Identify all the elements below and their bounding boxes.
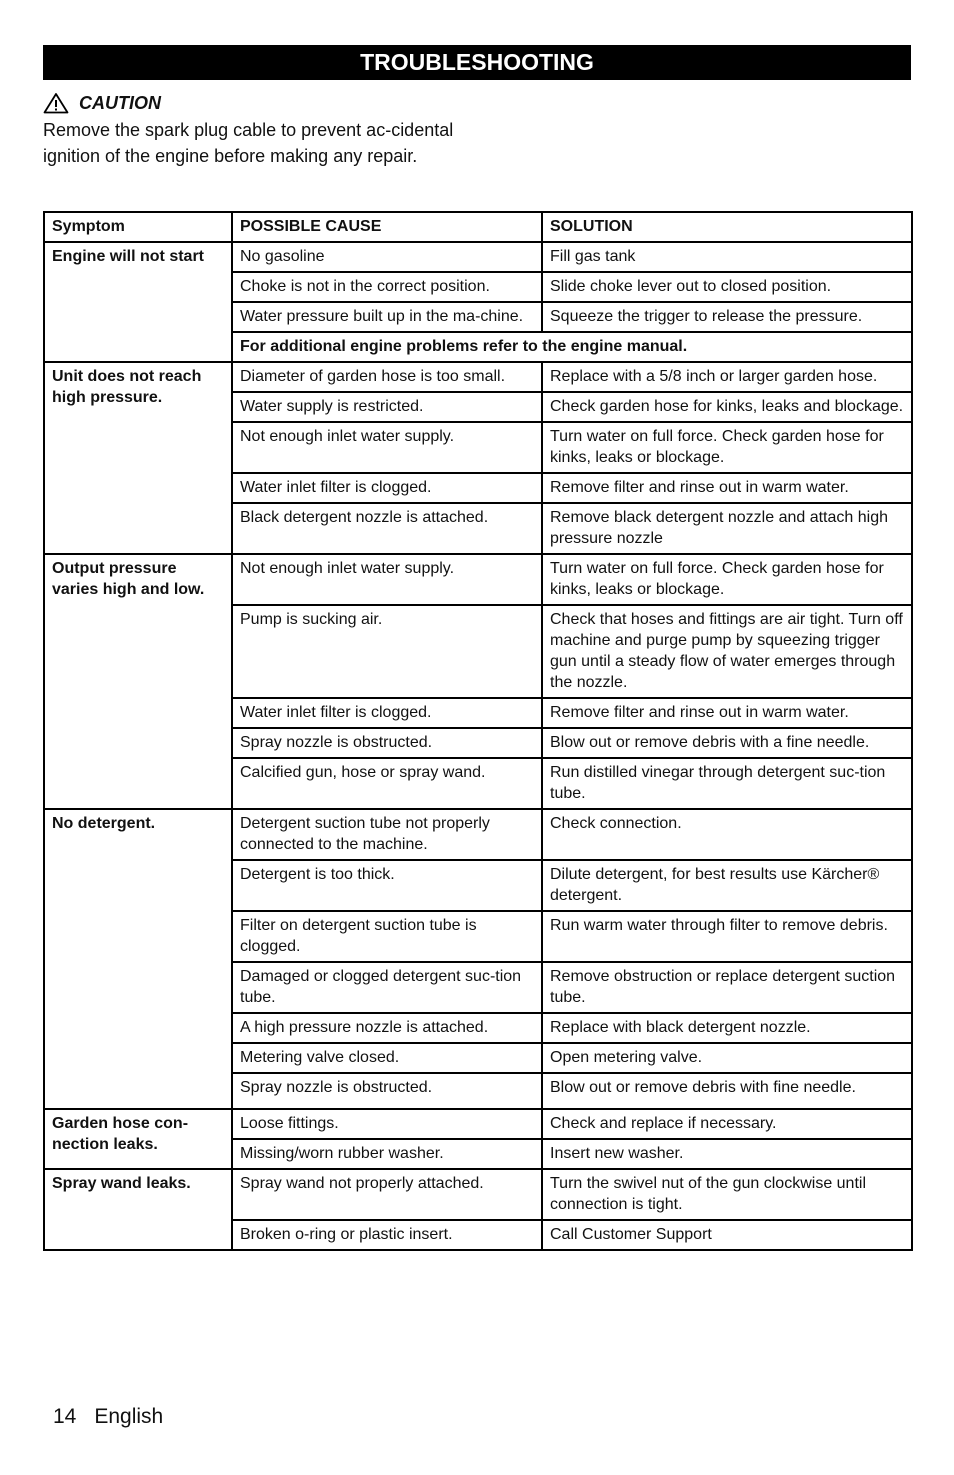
- cause-cell: Spray nozzle is obstructed.: [232, 1073, 542, 1109]
- solution-cell: Check that hoses and fittings are air tight. Turn off machine and purge pump by squeezing trigger gun until a steady flow of water emerges through the nozzle.: [542, 605, 912, 698]
- header-cause: POSSIBLE CAUSE: [232, 212, 542, 242]
- solution-cell: Run warm water through filter to remove debris.: [542, 911, 912, 962]
- solution-cell: Dilute detergent, for best results use Kärcher® detergent.: [542, 860, 912, 911]
- cause-cell: Spray nozzle is obstructed.: [232, 728, 542, 758]
- header-solution: SOLUTION: [542, 212, 912, 242]
- solution-cell: Open metering valve.: [542, 1043, 912, 1073]
- solution-cell: Squeeze the trigger to release the pressure.: [542, 302, 912, 332]
- cause-cell: Not enough inlet water supply.: [232, 422, 542, 473]
- solution-cell: Slide choke lever out to closed position.: [542, 272, 912, 302]
- page-footer: [53, 1405, 181, 1429]
- table-row: [44, 809, 912, 860]
- cause-cell: Filter on detergent suction tube is clogged.: [232, 911, 542, 962]
- solution-cell: Check connection.: [542, 809, 912, 860]
- solution-cell: Blow out or remove debris with fine needle.: [542, 1073, 912, 1109]
- cause-cell: Broken o-ring or plastic insert.: [232, 1220, 542, 1250]
- symptom-cell: Garden hose con-nection leaks.: [44, 1109, 232, 1169]
- cause-cell: Loose fittings.: [232, 1109, 542, 1139]
- solution-cell: Insert new washer.: [542, 1139, 912, 1169]
- table-row: [44, 362, 912, 392]
- footer-language: English: [94, 1405, 164, 1428]
- cause-cell: Water supply is restricted.: [232, 392, 542, 422]
- header-symptom: Symptom: [44, 212, 232, 242]
- symptom-cell: Engine will not start: [44, 242, 232, 362]
- cause-cell: Metering valve closed.: [232, 1043, 542, 1073]
- cause-cell: Water inlet filter is clogged.: [232, 698, 542, 728]
- solution-cell: Check and replace if necessary.: [542, 1109, 912, 1139]
- cause-cell: Black detergent nozzle is attached.: [232, 503, 542, 554]
- page-title: TROUBLESHOOTING: [43, 45, 911, 80]
- cause-cell: Not enough inlet water supply.: [232, 554, 542, 605]
- cause-cell: Missing/worn rubber washer.: [232, 1139, 542, 1169]
- cause-cell: Water pressure built up in the ma-chine.: [232, 302, 542, 332]
- solution-cell: Replace with a 5/8 inch or larger garden hose.: [542, 362, 912, 392]
- table-header-row: [44, 212, 912, 242]
- symptom-cell: Output pressure varies high and low.: [44, 554, 232, 809]
- symptom-cell: No detergent.: [44, 809, 232, 1109]
- caution-text: Remove the spark plug cable to prevent ac-cidental ignition of the engine before making any repair.: [43, 119, 454, 166]
- solution-cell: Blow out or remove debris with a fine needle.: [542, 728, 912, 758]
- note-cell: For additional engine problems refer to the engine manual.: [232, 332, 912, 362]
- page-number: 14: [53, 1405, 77, 1428]
- cause-cell: Pump is sucking air.: [232, 605, 542, 698]
- cause-cell: Spray wand not properly attached.: [232, 1169, 542, 1220]
- cause-cell: Calcified gun, hose or spray wand.: [232, 758, 542, 809]
- caution-heading: [43, 90, 473, 117]
- cause-cell: Detergent suction tube not properly connected to the machine.: [232, 809, 542, 860]
- solution-cell: Fill gas tank: [542, 242, 912, 272]
- solution-cell: Turn water on full force. Check garden hose for kinks, leaks or blockage.: [542, 422, 912, 473]
- cause-cell: Choke is not in the correct position.: [232, 272, 542, 302]
- cause-cell: Diameter of garden hose is too small.: [232, 362, 542, 392]
- cause-cell: A high pressure nozzle is attached.: [232, 1013, 542, 1043]
- solution-cell: Turn the swivel nut of the gun clockwise until connection is tight.: [542, 1169, 912, 1220]
- solution-cell: Replace with black detergent nozzle.: [542, 1013, 912, 1043]
- table-row: [44, 1109, 912, 1139]
- troubleshooting-table: [43, 211, 913, 1251]
- caution-block: [43, 90, 473, 170]
- warning-triangle-icon: [43, 92, 69, 114]
- solution-cell: Remove black detergent nozzle and attach high pressure nozzle: [542, 503, 912, 554]
- table-row: [44, 242, 912, 272]
- solution-cell: Remove obstruction or replace detergent suction tube.: [542, 962, 912, 1013]
- cause-cell: Water inlet filter is clogged.: [232, 473, 542, 503]
- solution-cell: Check garden hose for kinks, leaks and blockage.: [542, 392, 912, 422]
- cause-cell: Damaged or clogged detergent suc-tion tube.: [232, 962, 542, 1013]
- solution-cell: Turn water on full force. Check garden hose for kinks, leaks or blockage.: [542, 554, 912, 605]
- table-row: [44, 1169, 912, 1220]
- symptom-cell: Unit does not reach high pressure.: [44, 362, 232, 554]
- solution-cell: Remove filter and rinse out in warm water.: [542, 473, 912, 503]
- symptom-cell: Spray wand leaks.: [44, 1169, 232, 1250]
- solution-cell: Call Customer Support: [542, 1220, 912, 1250]
- caution-label: CAUTION: [79, 93, 161, 113]
- solution-cell: Remove filter and rinse out in warm water.: [542, 698, 912, 728]
- table-row: [44, 554, 912, 605]
- cause-cell: Detergent is too thick.: [232, 860, 542, 911]
- cause-cell: No gasoline: [232, 242, 542, 272]
- solution-cell: Run distilled vinegar through detergent suc-tion tube.: [542, 758, 912, 809]
